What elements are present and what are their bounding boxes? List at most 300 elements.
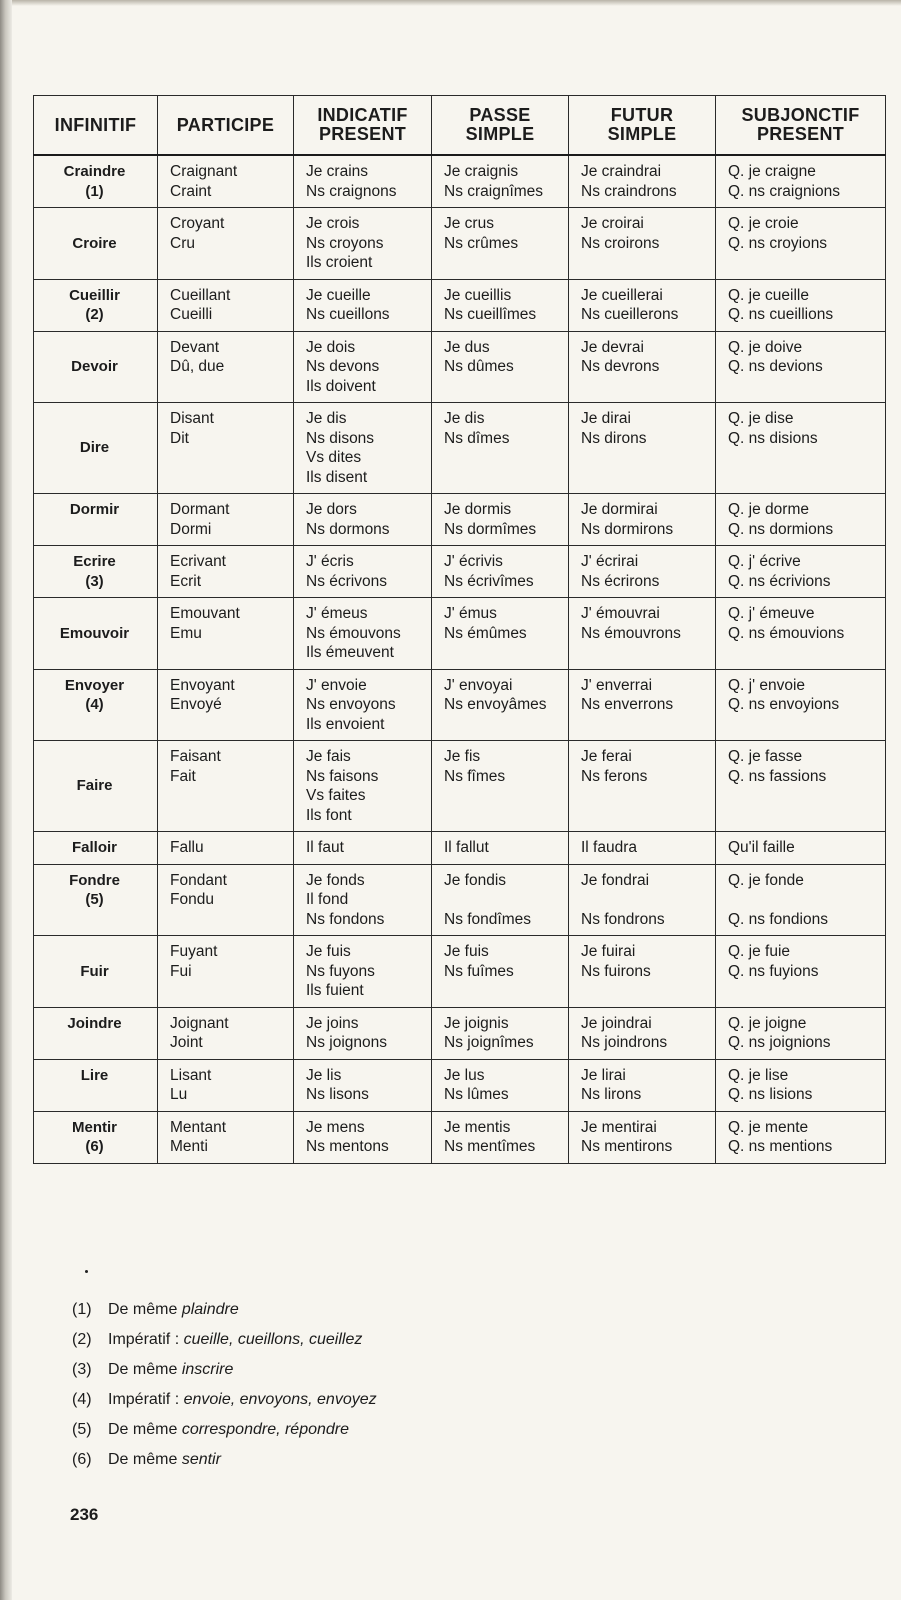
cell-participe: [158, 832, 294, 865]
cell-subjonctif: [716, 208, 886, 280]
cell-line: Q. je dorme: [728, 501, 809, 518]
footnote-italic: plaindre: [181, 1301, 239, 1318]
cell-line: Ns joignons: [306, 1034, 387, 1051]
cell-line: Je dormis: [444, 501, 512, 518]
cell-line: Je croirai: [581, 215, 644, 232]
cell-line: J' émus: [444, 605, 497, 622]
cell-line: Je crois: [306, 215, 360, 232]
cell-infinitif: [34, 864, 158, 936]
cell-passe: [432, 832, 569, 865]
footnote-number: (1): [72, 1301, 92, 1318]
cell-indicatif: [294, 546, 432, 598]
cell-infinitif: [34, 1111, 158, 1163]
footnote-italic: inscrire: [181, 1361, 234, 1378]
cell-line: Ns lûmes: [444, 1086, 509, 1103]
cell-line: Mentir: [72, 1118, 117, 1136]
cell-line: Je dirai: [581, 410, 631, 427]
cell-line: Ils fuient: [306, 982, 364, 999]
cell-line: Q. ns fondions: [728, 910, 828, 928]
cell-subjonctif: [716, 494, 886, 546]
cell-line: Ns disons: [306, 429, 375, 447]
cell-line: Q. j' émeuve: [728, 605, 815, 622]
cell-line: Ns joignîmes: [444, 1034, 534, 1051]
cell-line: J' envoyai: [444, 676, 513, 694]
cell-infinitif: [34, 741, 158, 832]
cell-line: Q. je doive: [728, 338, 803, 356]
cell-participe: [158, 208, 294, 280]
footnote-text: De même: [108, 1361, 178, 1378]
page-number: 236: [70, 1505, 99, 1524]
cell-line: (6): [85, 1138, 104, 1155]
page-edge: [0, 0, 12, 1600]
cell-passe: [432, 155, 569, 208]
cell-infinitif: [34, 546, 158, 598]
cell-line: Q. ns lisions: [728, 1086, 813, 1103]
cell-line: Dû, due: [170, 358, 225, 375]
cell-passe: [432, 546, 569, 598]
cell-line: Q. je fasse: [728, 748, 803, 765]
cell-infinitif: [34, 208, 158, 280]
table-row: [34, 741, 886, 832]
cell-line: Q. j' envoie: [728, 676, 806, 694]
cell-line: J' écris: [306, 553, 354, 570]
cell-line: Devoir: [71, 358, 118, 375]
cell-line: INFINITIF: [54, 114, 137, 135]
cell-passe: [432, 403, 569, 494]
cell-line: Ns craignîmes: [444, 182, 544, 200]
cell-line: Fondu: [170, 891, 214, 908]
cell-line: Ns écrivîmes: [444, 572, 534, 590]
cell-line: Fondant: [170, 871, 227, 889]
cell-line: Il fond: [306, 891, 349, 908]
cell-line: Ns émouvons: [306, 624, 401, 642]
table-row: [34, 546, 886, 598]
cell-line: Je fonds: [306, 871, 365, 889]
cell-line: Ils doivent: [306, 377, 376, 395]
cell-line: Ns dûmes: [444, 358, 514, 375]
cell-futur: [569, 331, 716, 403]
cell-line: Q. ns craignions: [728, 182, 840, 200]
cell-subjonctif: [716, 1007, 886, 1059]
cell-line: Je dormirai: [581, 501, 658, 518]
cell-line: Ns mentons: [306, 1138, 389, 1155]
cell-line: Ns lisons: [306, 1086, 369, 1103]
header-participe: [158, 96, 294, 156]
cell-line: Ns fondons: [306, 910, 385, 928]
cell-line: Je mentis: [444, 1118, 511, 1136]
cell-line: Je cueillis: [444, 286, 512, 304]
table-row: [34, 598, 886, 670]
cell-line: Je fuis: [444, 943, 489, 960]
cell-passe: [432, 494, 569, 546]
cell-line: Je dois: [306, 338, 356, 356]
cell-futur: [569, 1111, 716, 1163]
footnote-italic: correspondre, répondre: [181, 1421, 350, 1438]
cell-line: Croyant: [170, 215, 225, 232]
footnote-text: Impératif :: [108, 1331, 180, 1348]
cell-subjonctif: [716, 832, 886, 865]
cell-indicatif: [294, 494, 432, 546]
cell-line: Vs dites: [306, 449, 362, 466]
cell-line: SIMPLE: [607, 124, 677, 144]
cell-line: Q. ns mentions: [728, 1138, 833, 1155]
cell-futur: [569, 669, 716, 741]
cell-infinitif: [34, 936, 158, 1008]
cell-line: PASSE: [469, 105, 531, 125]
cell-infinitif: [34, 331, 158, 403]
table-row: [34, 494, 886, 546]
footnote-text: De même: [108, 1421, 178, 1438]
cell-indicatif: [294, 1007, 432, 1059]
cell-futur: [569, 279, 716, 331]
cell-futur: [569, 598, 716, 670]
cell-line: Falloir: [71, 839, 117, 856]
footnote-italic: sentir: [181, 1451, 221, 1468]
cell-line: Q. je lise: [728, 1066, 789, 1084]
cell-line: Dormi: [170, 520, 212, 538]
cell-line: Vs faites: [306, 787, 366, 804]
footnote-italic: cueille, cueillons, cueillez: [183, 1331, 363, 1348]
footnote: [72, 1295, 377, 1325]
cell-subjonctif: [716, 331, 886, 403]
cell-futur: [569, 741, 716, 832]
cell-futur: [569, 403, 716, 494]
cell-participe: [158, 598, 294, 670]
cell-line: J' envoie: [306, 676, 367, 694]
footnotes: [72, 1295, 377, 1475]
footnote: [72, 1355, 377, 1385]
cell-line: SUBJONCTIF: [741, 105, 860, 125]
cell-line: Je joindrai: [581, 1014, 652, 1032]
cell-line: Je crus: [444, 215, 494, 232]
cell-line: Dire: [79, 439, 110, 457]
cell-line: Q. je fonde: [728, 871, 804, 889]
cell-line: Craint: [170, 182, 212, 200]
footnote-text: De même: [108, 1451, 178, 1468]
cell-line: Emu: [170, 624, 202, 642]
cell-line: J' émouvrai: [581, 605, 660, 622]
cell-line: Envoyer: [64, 676, 125, 694]
cell-passe: [432, 1111, 569, 1163]
cell-line: Emouvant: [170, 605, 240, 622]
cell-line: Ecrivant: [170, 553, 226, 570]
cell-passe: [432, 936, 569, 1008]
cell-futur: [569, 1059, 716, 1111]
cell-line: Je joignis: [444, 1014, 509, 1032]
cell-line: Q. ns fassions: [728, 767, 827, 785]
cell-participe: [158, 1059, 294, 1111]
cell-line: SIMPLE: [465, 124, 535, 144]
cell-line: Envoyé: [170, 696, 222, 713]
cell-line: Je dis: [306, 410, 347, 427]
cell-subjonctif: [716, 279, 886, 331]
cell-line: Ils émeuvent: [306, 644, 394, 661]
cell-participe: [158, 546, 294, 598]
cell-line: Je fuirai: [581, 943, 636, 960]
cell-line: (1): [85, 182, 104, 200]
cell-participe: [158, 864, 294, 936]
cell-line: Je lus: [444, 1066, 485, 1084]
cell-infinitif: [34, 598, 158, 670]
cell-line: Ns craignons: [306, 182, 397, 200]
cell-infinitif: [34, 403, 158, 494]
cell-line: Ns fondrons: [581, 910, 665, 928]
cell-participe: [158, 936, 294, 1008]
cell-line: Ns dormîmes: [444, 520, 537, 538]
cell-line: Q. ns émouvions: [728, 624, 845, 642]
table-row: [34, 403, 886, 494]
cell-line: Je dors: [306, 501, 357, 518]
cell-line: Faisant: [170, 748, 221, 765]
table-row: [34, 864, 886, 936]
cell-line: Il faudra: [581, 839, 638, 856]
cell-line: Ns crûmes: [444, 234, 519, 252]
cell-line: Ecrire: [73, 553, 116, 570]
cell-line: Ns cueillons: [306, 306, 390, 323]
cell-line: Ns émouvrons: [581, 624, 681, 642]
cell-line: Ils envoient: [306, 715, 385, 733]
cell-line: J' enverrai: [581, 676, 653, 694]
cell-line: Dormir: [69, 501, 120, 518]
cell-futur: [569, 155, 716, 208]
cell-futur: [569, 936, 716, 1008]
cell-line: Ns devrons: [581, 358, 660, 375]
footnote-number: (3): [72, 1361, 92, 1378]
table-row: [34, 1059, 886, 1111]
cell-line: Ns fondîmes: [444, 910, 532, 928]
cell-line: Q. je fuie: [728, 943, 791, 960]
footnote-number: (6): [72, 1451, 92, 1468]
cell-line: Ns joindrons: [581, 1034, 668, 1051]
cell-line: PRESENT: [756, 124, 845, 144]
cell-line: Q. je croie: [728, 215, 799, 232]
cell-indicatif: [294, 598, 432, 670]
table-row: [34, 155, 886, 208]
cell-indicatif: [294, 208, 432, 280]
cell-line: Je fuis: [306, 943, 351, 960]
cell-indicatif: [294, 331, 432, 403]
cell-line: Je craignis: [444, 163, 519, 180]
footnote-text: Impératif :: [108, 1391, 180, 1408]
top-rule: [12, 0, 901, 6]
cell-line: FUTUR: [610, 105, 674, 125]
table-row: [34, 832, 886, 865]
cell-line: Cru: [170, 234, 195, 252]
cell-line: Ns fîmes: [444, 767, 506, 785]
cell-futur: [569, 208, 716, 280]
table-row: [34, 1111, 886, 1163]
cell-participe: [158, 403, 294, 494]
cell-line: Q. je mente: [728, 1118, 809, 1136]
cell-line: Ns ferons: [581, 767, 648, 785]
cell-futur: [569, 494, 716, 546]
cell-infinitif: [34, 279, 158, 331]
cell-infinitif: [34, 1059, 158, 1111]
cell-indicatif: [294, 279, 432, 331]
header-indicatif-present: [294, 96, 432, 156]
cell-line: Ns dirons: [581, 429, 647, 447]
footnote: [72, 1325, 377, 1355]
cell-line: Il fallut: [444, 839, 489, 856]
cell-line: Joignant: [170, 1014, 229, 1032]
cell-infinitif: [34, 1007, 158, 1059]
cell-infinitif: [34, 494, 158, 546]
table-body: [34, 155, 886, 1163]
cell-infinitif: [34, 669, 158, 741]
cell-line: Je lis: [306, 1066, 342, 1084]
cell-passe: [432, 598, 569, 670]
cell-indicatif: [294, 936, 432, 1008]
cell-subjonctif: [716, 936, 886, 1008]
cell-participe: [158, 155, 294, 208]
cell-line: Disant: [170, 410, 214, 427]
cell-line: J' émeus: [306, 605, 368, 622]
cell-passe: [432, 741, 569, 832]
cell-line: Je cueillerai: [581, 286, 663, 304]
table-row: [34, 669, 886, 741]
cell-line: (5): [85, 891, 104, 908]
cell-subjonctif: [716, 741, 886, 832]
cell-line: Ns mentirons: [581, 1138, 673, 1155]
cell-line: Ns craindrons: [581, 182, 677, 200]
cell-subjonctif: [716, 546, 886, 598]
cell-line: Croire: [72, 234, 117, 252]
cell-line: Ns croyons: [306, 234, 384, 252]
stray-dot: [85, 1270, 88, 1273]
cell-line: Qu'il faille: [728, 839, 795, 856]
header-futur-simple: [569, 96, 716, 156]
cell-line: Ils font: [306, 806, 352, 824]
cell-line: Ns enverrons: [581, 696, 674, 713]
table-header-row: [34, 96, 886, 156]
cell-line: J' écrivis: [444, 553, 503, 570]
footnote-italic: envoie, envoyons, envoyez: [183, 1391, 377, 1408]
cell-line: Q. ns croyions: [728, 234, 828, 252]
cell-participe: [158, 279, 294, 331]
cell-line: Je cueille: [306, 286, 371, 304]
cell-line: Ils croient: [306, 254, 373, 271]
cell-passe: [432, 331, 569, 403]
cell-line: Je mens: [306, 1118, 365, 1136]
cell-indicatif: [294, 864, 432, 936]
cell-line: Craignant: [170, 163, 238, 180]
cell-passe: [432, 1007, 569, 1059]
cell-line: Ils disent: [306, 468, 368, 486]
cell-line: Fuyant: [170, 943, 218, 960]
cell-line: Ns faisons: [306, 767, 379, 785]
cell-line: Je joins: [306, 1014, 359, 1032]
cell-passe: [432, 669, 569, 741]
cell-line: Menti: [170, 1138, 208, 1155]
cell-futur: [569, 832, 716, 865]
cell-participe: [158, 669, 294, 741]
cell-line: Ns cueillîmes: [444, 306, 537, 323]
cell-line: Je crains: [306, 163, 369, 180]
cell-line: (4): [85, 696, 104, 713]
footnote: [72, 1415, 377, 1445]
footnote-number: (5): [72, 1421, 92, 1438]
cell-futur: [569, 864, 716, 936]
cell-subjonctif: [716, 155, 886, 208]
cell-line: Ns écrirons: [581, 572, 660, 590]
cell-line: Je ferai: [581, 748, 632, 765]
cell-line: Ns devons: [306, 358, 380, 375]
cell-line: Ns dîmes: [444, 429, 510, 447]
header-subjonctif-present: [716, 96, 886, 156]
cell-line: PARTICIPE: [176, 114, 275, 135]
cell-line: Q. ns dormions: [728, 520, 834, 538]
cell-line: (3): [85, 572, 104, 590]
cell-line: Ns écrivons: [306, 572, 387, 590]
cell-line: Ns mentîmes: [444, 1138, 536, 1155]
cell-subjonctif: [716, 1059, 886, 1111]
cell-line: Je craindrai: [581, 163, 662, 180]
cell-line: Dit: [170, 429, 189, 447]
cell-line: Ns envoyons: [306, 696, 396, 713]
footnote: [72, 1445, 377, 1475]
cell-line: Ns fuîmes: [444, 962, 514, 980]
cell-line: Je dis: [444, 410, 485, 427]
cell-line: Ns dormirons: [581, 520, 674, 538]
cell-line: Je fis: [444, 748, 481, 765]
cell-line: Lu: [170, 1086, 188, 1103]
table-row: [34, 331, 886, 403]
cell-line: J' écrirai: [581, 553, 639, 570]
cell-line: Je fondrai: [581, 871, 650, 889]
cell-indicatif: [294, 155, 432, 208]
cell-line: Joindre: [67, 1014, 122, 1032]
cell-indicatif: [294, 741, 432, 832]
table-row: [34, 279, 886, 331]
cell-indicatif: [294, 403, 432, 494]
conjugation-table: [33, 95, 886, 1164]
cell-infinitif: [34, 155, 158, 208]
cell-participe: [158, 1007, 294, 1059]
cell-line: Joint: [170, 1034, 203, 1051]
cell-line: Q. ns joignions: [728, 1034, 831, 1051]
footnote-number: (4): [72, 1391, 92, 1408]
cell-line: Q. je cueille: [728, 286, 809, 304]
cell-participe: [158, 1111, 294, 1163]
cell-line: Cueilli: [170, 306, 213, 323]
cell-line: Cueillant: [170, 286, 231, 304]
cell-line: INDICATIF: [317, 105, 408, 125]
cell-line: (2): [85, 306, 104, 323]
header-infinitif: [34, 96, 158, 156]
cell-line: Je devrai: [581, 338, 644, 356]
cell-line: Ns fuyons: [306, 962, 375, 980]
cell-line: Dormant: [170, 501, 230, 518]
cell-line: Il faut: [306, 839, 344, 856]
cell-line: Q. je dise: [728, 410, 794, 427]
cell-line: Ecrit: [170, 572, 201, 590]
cell-line: Craindre: [63, 163, 126, 180]
cell-line: Je dus: [444, 338, 490, 356]
footnote-number: (2): [72, 1331, 92, 1348]
cell-line: Je lirai: [581, 1066, 626, 1084]
cell-line: Ns dormons: [306, 520, 390, 538]
cell-infinitif: [34, 832, 158, 865]
cell-line: Emouvoir: [59, 624, 130, 642]
cell-line: Q. je joigne: [728, 1014, 807, 1032]
cell-subjonctif: [716, 669, 886, 741]
cell-line: Q. j' écrive: [728, 553, 801, 570]
cell-line: Ns envoyâmes: [444, 696, 547, 713]
cell-line: Q. ns cueillions: [728, 306, 834, 323]
cell-line: Lire: [80, 1066, 109, 1084]
cell-subjonctif: [716, 598, 886, 670]
cell-line: Fondre: [69, 871, 120, 889]
